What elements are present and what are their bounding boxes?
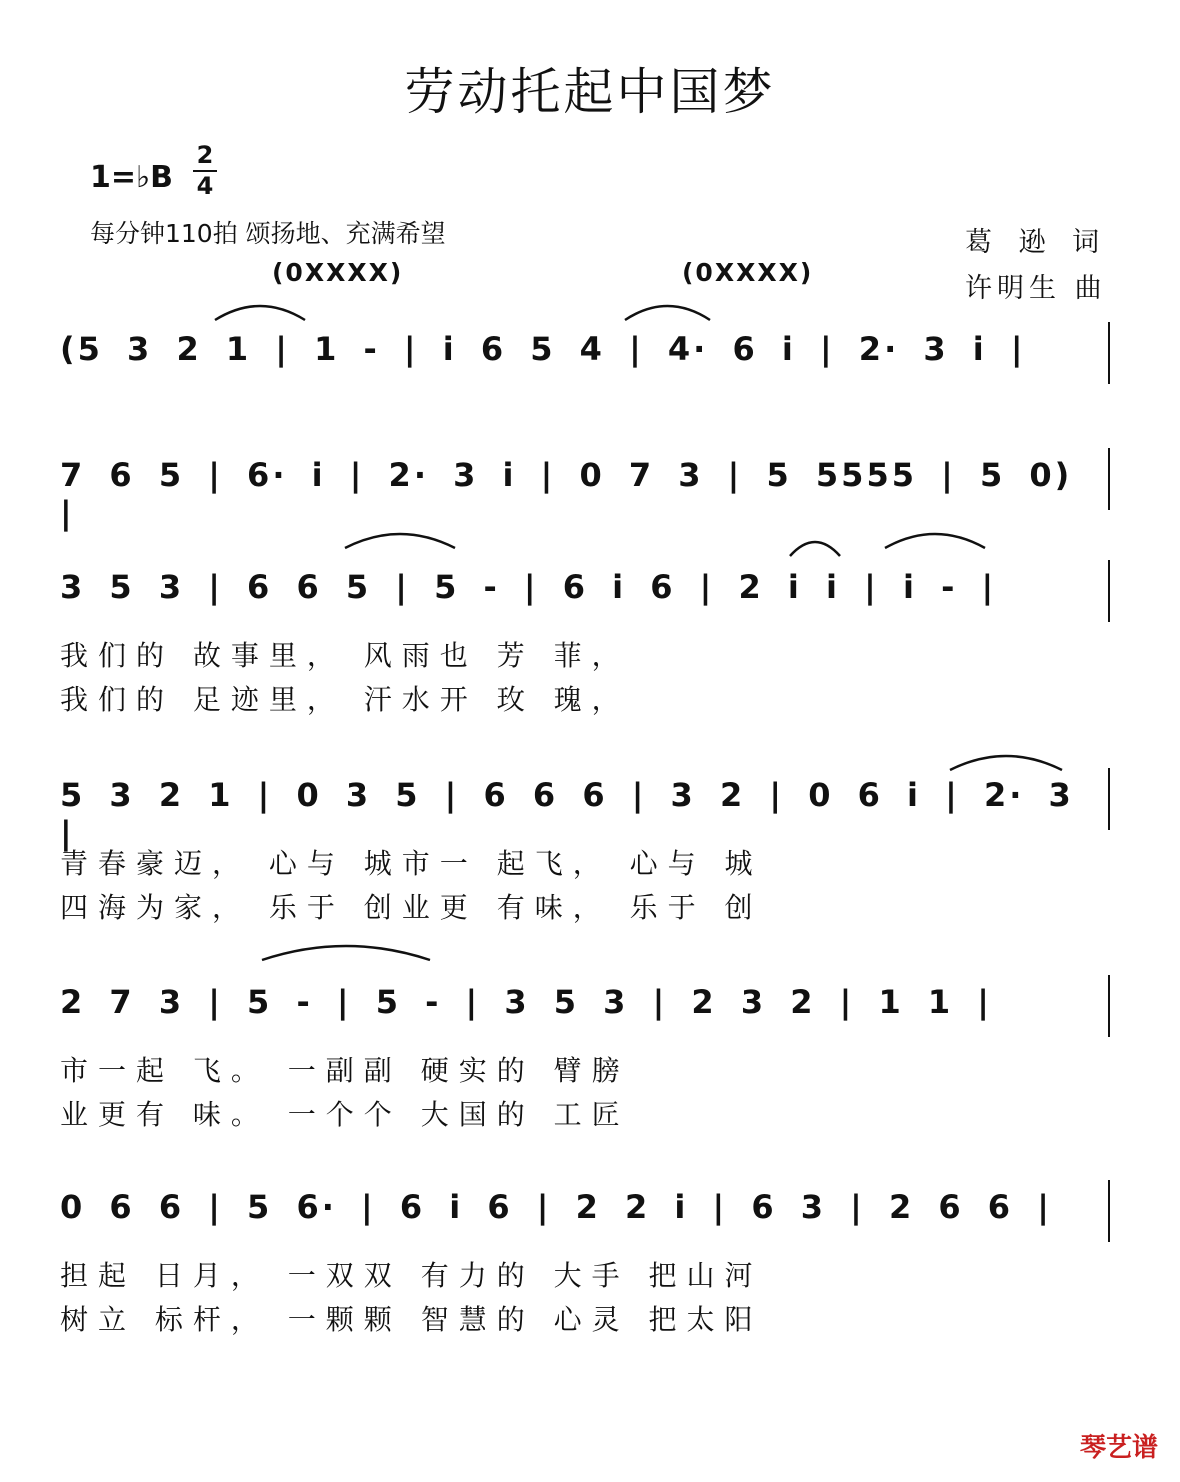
percussion-cue-1: (0XXXX)	[272, 258, 404, 287]
lyric-verse-2: 树立 标杆， 一颗颗 智慧的 心灵 把太阳	[60, 1303, 763, 1336]
time-numerator: 2	[196, 141, 214, 169]
composer-credit: 许明生 曲	[965, 273, 1107, 304]
notation-line: 3 5 3 | 6 6 5 | 5 - | 6 i 6 | 2 i i | i - |	[60, 568, 997, 606]
lyric-verse-1: 市一起 飞。 一副副 硬实的 臂膀	[60, 1054, 630, 1087]
notation-line: 7 6 5 | 6· i | 2· 3 i | 0 7 3 | 5 5555 | 5 0) |	[60, 456, 1073, 532]
page-title: 劳动托起中国梦	[404, 63, 776, 121]
slur-arc	[950, 756, 1062, 770]
slur-arc	[262, 946, 430, 960]
key-signature: 1=♭B	[90, 160, 174, 195]
tempo-marking: 每分钟110拍 颂扬地、充满希望	[90, 219, 446, 248]
lyricist-credit: 葛 逊 词	[965, 227, 1109, 258]
notation-line: 5 3 2 1 | 0 3 5 | 6 6 6 | 3 2 | 0 6 i | 2· 3 |	[60, 776, 1074, 852]
slur-arc	[885, 534, 985, 548]
lyric-verse-1: 担起 日月， 一双双 有力的 大手 把山河	[60, 1259, 763, 1292]
notation-line: 2 7 3 | 5 - | 5 - | 3 5 3 | 2 3 2 | 1 1 |	[60, 983, 992, 1021]
slur-arc	[215, 306, 305, 320]
lyric-verse-2: 四海为家， 乐于 创业更 有味， 乐于 创	[60, 891, 763, 924]
slur-arc	[625, 306, 710, 320]
lyric-verse-1: 青春豪迈， 心与 城市一 起飞， 心与 城	[60, 847, 763, 880]
slur-arc	[790, 542, 840, 556]
lyric-verse-1: 我们的 故事里， 风雨也 芳 菲，	[60, 639, 630, 672]
notation-line: 0 6 6 | 5 6· | 6 i 6 | 2 2 i | 6 3 | 2 6 6 |	[60, 1188, 1052, 1226]
notation-line: (5 3 2 1 | 1 - | i 6 5 4 | 4· 6 i | 2· 3 i |	[60, 330, 1026, 368]
slur-arc	[345, 534, 455, 548]
lyric-verse-2: 业更有 味。 一个个 大国的 工匠	[60, 1098, 630, 1131]
lyric-verse-2: 我们的 足迹里， 汗水开 玫 瑰，	[60, 683, 630, 716]
time-denominator: 4	[196, 172, 214, 200]
percussion-cue-2: (0XXXX)	[682, 258, 814, 287]
watermark: 琴艺谱	[1079, 1433, 1158, 1463]
